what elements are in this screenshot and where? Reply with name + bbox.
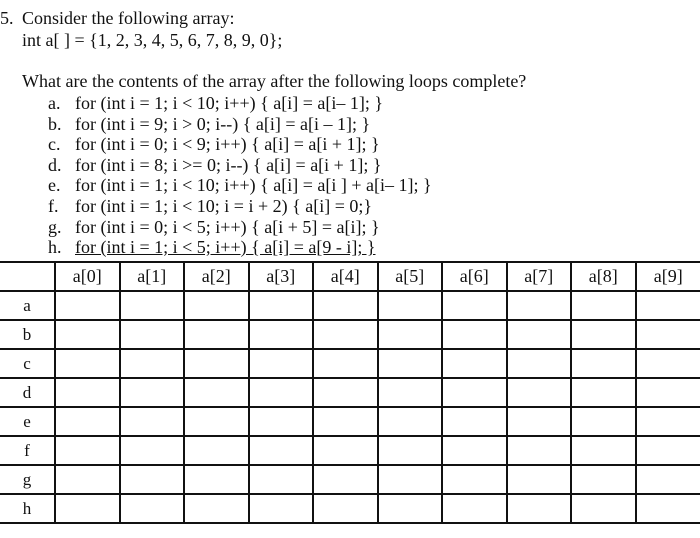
answer-cell[interactable] [313, 407, 378, 436]
answer-cell[interactable] [378, 494, 443, 523]
table-row [0, 378, 700, 407]
answer-cell[interactable] [249, 436, 314, 465]
answer-cell[interactable] [636, 320, 700, 349]
table-row [0, 494, 700, 523]
answer-cell[interactable] [313, 465, 378, 494]
column-header: a[5] [378, 262, 443, 291]
option-letter: h. [48, 237, 62, 258]
option-g [48, 217, 432, 238]
option-letter: a. [48, 93, 61, 113]
option-code: for (int i = 1; i < 10; i = i + 2) { a[i] = 0;} [75, 195, 372, 216]
answer-cell[interactable] [636, 465, 700, 494]
answer-cell[interactable] [55, 291, 120, 320]
answer-cell[interactable] [507, 291, 572, 320]
column-header: a[7] [507, 262, 572, 291]
answer-cell[interactable] [378, 465, 443, 494]
column-header: a[2] [184, 262, 249, 291]
option-a [48, 93, 432, 114]
row-label: a [0, 291, 55, 320]
answer-cell[interactable] [313, 378, 378, 407]
option-b [48, 114, 432, 135]
answer-cell[interactable] [507, 349, 572, 378]
row-label: g [0, 465, 55, 494]
answer-cell[interactable] [184, 349, 249, 378]
answer-cell[interactable] [120, 407, 185, 436]
answer-cell[interactable] [507, 436, 572, 465]
answer-cell[interactable] [571, 494, 636, 523]
answer-cell[interactable] [378, 378, 443, 407]
answer-cell[interactable] [636, 378, 700, 407]
answer-cell[interactable] [184, 465, 249, 494]
option-code: for (int i = 0; i < 9; i++) { a[i] = a[i + 1]; } [75, 134, 380, 155]
answer-cell[interactable] [184, 436, 249, 465]
answer-cell[interactable] [249, 291, 314, 320]
answer-cell[interactable] [571, 291, 636, 320]
table-row [0, 465, 700, 494]
answer-cell[interactable] [636, 349, 700, 378]
option-code: for (int i = 0; i < 5; i++) { a[i + 5] = a[i]; } [75, 216, 380, 237]
row-label: h [0, 494, 55, 523]
answer-cell[interactable] [313, 320, 378, 349]
answer-cell[interactable] [636, 291, 700, 320]
table-header-row [0, 262, 700, 291]
answer-cell[interactable] [313, 349, 378, 378]
answer-cell[interactable] [249, 465, 314, 494]
option-letter: e. [48, 175, 61, 196]
answer-cell[interactable] [378, 291, 443, 320]
answer-cell[interactable] [120, 291, 185, 320]
table-row [0, 349, 700, 378]
question-prompt: What are the contents of the array after the following loops complete? [22, 71, 527, 91]
answer-cell[interactable] [378, 320, 443, 349]
answer-cell[interactable] [120, 494, 185, 523]
row-label: b [0, 320, 55, 349]
option-code: for (int i = 1; i < 10; i++) { a[i] = a[i– 1]; } [75, 93, 383, 113]
answer-cell[interactable] [120, 465, 185, 494]
answer-cell[interactable] [571, 349, 636, 378]
option-code: for (int i = 8; i >= 0; i--) { a[i] = a[i + 1]; } [75, 154, 382, 175]
answer-cell[interactable] [184, 320, 249, 349]
answer-cell[interactable] [442, 291, 507, 320]
answer-cell[interactable] [507, 407, 572, 436]
option-f [48, 196, 432, 217]
answer-cell[interactable] [184, 291, 249, 320]
answer-cell[interactable] [571, 407, 636, 436]
table-row [0, 291, 700, 320]
answer-cell[interactable] [313, 291, 378, 320]
answer-cell[interactable] [442, 407, 507, 436]
answer-cell[interactable] [378, 436, 443, 465]
column-header: a[4] [313, 262, 378, 291]
answer-cell[interactable] [55, 407, 120, 436]
answer-cell[interactable] [442, 320, 507, 349]
answer-cell[interactable] [507, 320, 572, 349]
option-h [48, 237, 432, 258]
answer-cell[interactable] [636, 494, 700, 523]
option-letter: c. [48, 134, 61, 155]
answer-cell[interactable] [378, 407, 443, 436]
answer-cell[interactable] [184, 378, 249, 407]
answer-cell[interactable] [249, 494, 314, 523]
answer-cell[interactable] [55, 349, 120, 378]
answer-cell[interactable] [55, 494, 120, 523]
table-row [0, 407, 700, 436]
answer-cell[interactable] [184, 407, 249, 436]
option-d [48, 155, 432, 176]
row-label: c [0, 349, 55, 378]
answer-cell[interactable] [636, 407, 700, 436]
answer-cell[interactable] [120, 320, 185, 349]
row-label: e [0, 407, 55, 436]
array-declaration: int a[ ] = {1, 2, 3, 4, 5, 6, 7, 8, 9, 0}; [22, 30, 283, 50]
answer-cell[interactable] [571, 465, 636, 494]
column-header: a[6] [442, 262, 507, 291]
answer-cell[interactable] [571, 436, 636, 465]
table-row [0, 436, 700, 465]
column-header: a[0] [55, 262, 120, 291]
question-number: 5. [0, 8, 14, 28]
row-label: f [0, 436, 55, 465]
option-letter: d. [48, 154, 62, 175]
answer-cell[interactable] [120, 349, 185, 378]
column-header: a[1] [120, 262, 185, 291]
answer-cell[interactable] [55, 465, 120, 494]
answer-table [0, 261, 700, 524]
answer-cell[interactable] [313, 436, 378, 465]
option-code: for (int i = 9; i > 0; i--) { a[i] = a[i – 1]; } [75, 113, 371, 134]
answer-cell[interactable] [571, 378, 636, 407]
answer-cell[interactable] [507, 465, 572, 494]
answer-cell[interactable] [442, 465, 507, 494]
column-header: a[8] [571, 262, 636, 291]
answer-cell[interactable] [571, 320, 636, 349]
answer-cell[interactable] [636, 436, 700, 465]
option-letter: g. [48, 216, 62, 237]
option-letter: f. [48, 195, 59, 216]
answer-cell[interactable] [249, 407, 314, 436]
answer-cell[interactable] [249, 349, 314, 378]
row-label: d [0, 378, 55, 407]
corner-cell [0, 262, 55, 291]
option-code: for (int i = 1; i < 5; i++) { a[i] = a[9 - i]; } [75, 237, 376, 258]
question-intro: Consider the following array: [22, 8, 235, 28]
answer-cell[interactable] [184, 494, 249, 523]
loop-options-list [48, 93, 432, 258]
option-code: for (int i = 1; i < 10; i++) { a[i] = a[i ] + a[i– 1]; } [75, 175, 432, 196]
column-header: a[9] [636, 262, 700, 291]
answer-cell[interactable] [507, 494, 572, 523]
option-c [48, 134, 432, 155]
answer-cell[interactable] [120, 436, 185, 465]
answer-cell[interactable] [313, 494, 378, 523]
answer-cell[interactable] [442, 494, 507, 523]
answer-cell[interactable] [442, 378, 507, 407]
table-row [0, 320, 700, 349]
answer-cell[interactable] [55, 436, 120, 465]
option-e [48, 175, 432, 196]
answer-cell[interactable] [120, 378, 185, 407]
answer-cell[interactable] [442, 349, 507, 378]
answer-cell[interactable] [507, 378, 572, 407]
answer-cell[interactable] [378, 349, 443, 378]
answer-cell[interactable] [249, 320, 314, 349]
answer-cell[interactable] [249, 378, 314, 407]
answer-cell[interactable] [55, 378, 120, 407]
answer-cell[interactable] [55, 320, 120, 349]
column-header: a[3] [249, 262, 314, 291]
answer-cell[interactable] [442, 436, 507, 465]
option-letter: b. [48, 113, 62, 134]
